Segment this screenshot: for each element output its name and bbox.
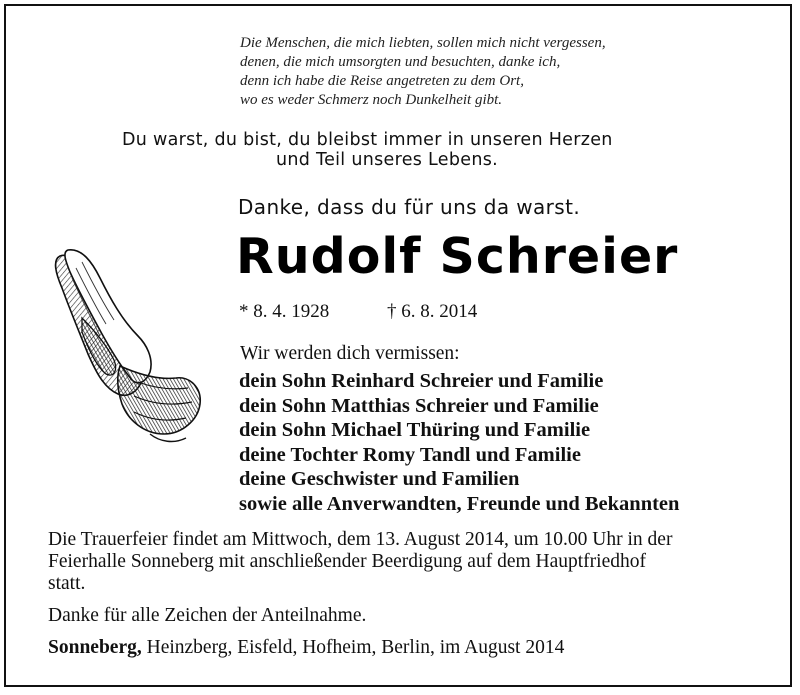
family-member: deine Tochter Romy Tandl und Familie: [239, 443, 581, 466]
family-member: deine Geschwister und Familien: [239, 468, 520, 490]
family-list: [239, 369, 679, 516]
place-date-line: [48, 637, 564, 659]
funeral-info: [48, 529, 782, 595]
funeral-line: statt.: [48, 573, 86, 594]
praying-hands-icon: [42, 248, 212, 448]
life-dates: [239, 301, 478, 323]
place-bold: Sonneberg,: [48, 637, 142, 658]
funeral-line: Die Trauerfeier findet am Mittwoch, dem 13. August 2014, um 10.00 Uhr in der: [48, 529, 673, 550]
poem-line: wo es weder Schmerz noch Dunkelheit gibt.: [240, 92, 503, 108]
family-member: sowie alle Anverwandten, Freunde und Bekannten: [239, 492, 680, 515]
heart-line-2: und Teil unseres Lebens.: [276, 150, 499, 170]
poem-line: Die Menschen, die mich liebten, sollen mich nicht vergessen,: [240, 35, 606, 51]
miss-line: Wir werden dich vermissen:: [240, 343, 460, 364]
deceased-name: Rudolf Schreier: [236, 228, 679, 285]
family-member: dein Sohn Michael Thüring und Familie: [239, 419, 591, 441]
family-member: dein Sohn Matthias Schreier und Familie: [239, 394, 599, 417]
gratitude-line: Danke für alle Zeichen der Anteilnahme.: [48, 605, 367, 626]
poem-line: denen, die mich umsorgten und besuchten, danke ich,: [240, 54, 561, 70]
birth-date: * 8. 4. 1928: [239, 301, 330, 322]
poem: [240, 34, 606, 110]
death-date: † 6. 8. 2014: [387, 301, 478, 322]
funeral-line: Feierhalle Sonneberg mit anschließender Beerdigung auf dem Hauptfriedhof: [48, 551, 646, 572]
family-member: dein Sohn Reinhard Schreier und Familie: [239, 370, 604, 392]
thanks-line: Danke, dass du für uns da warst.: [238, 195, 581, 219]
place-rest: Heinzberg, Eisfeld, Hofheim, Berlin, im August 2014: [141, 637, 565, 658]
heart-line-1: Du warst, du bist, du bleibst immer in unseren Herzen: [122, 130, 613, 150]
poem-line: denn ich habe die Reise angetreten zu dem Ort,: [240, 73, 524, 89]
